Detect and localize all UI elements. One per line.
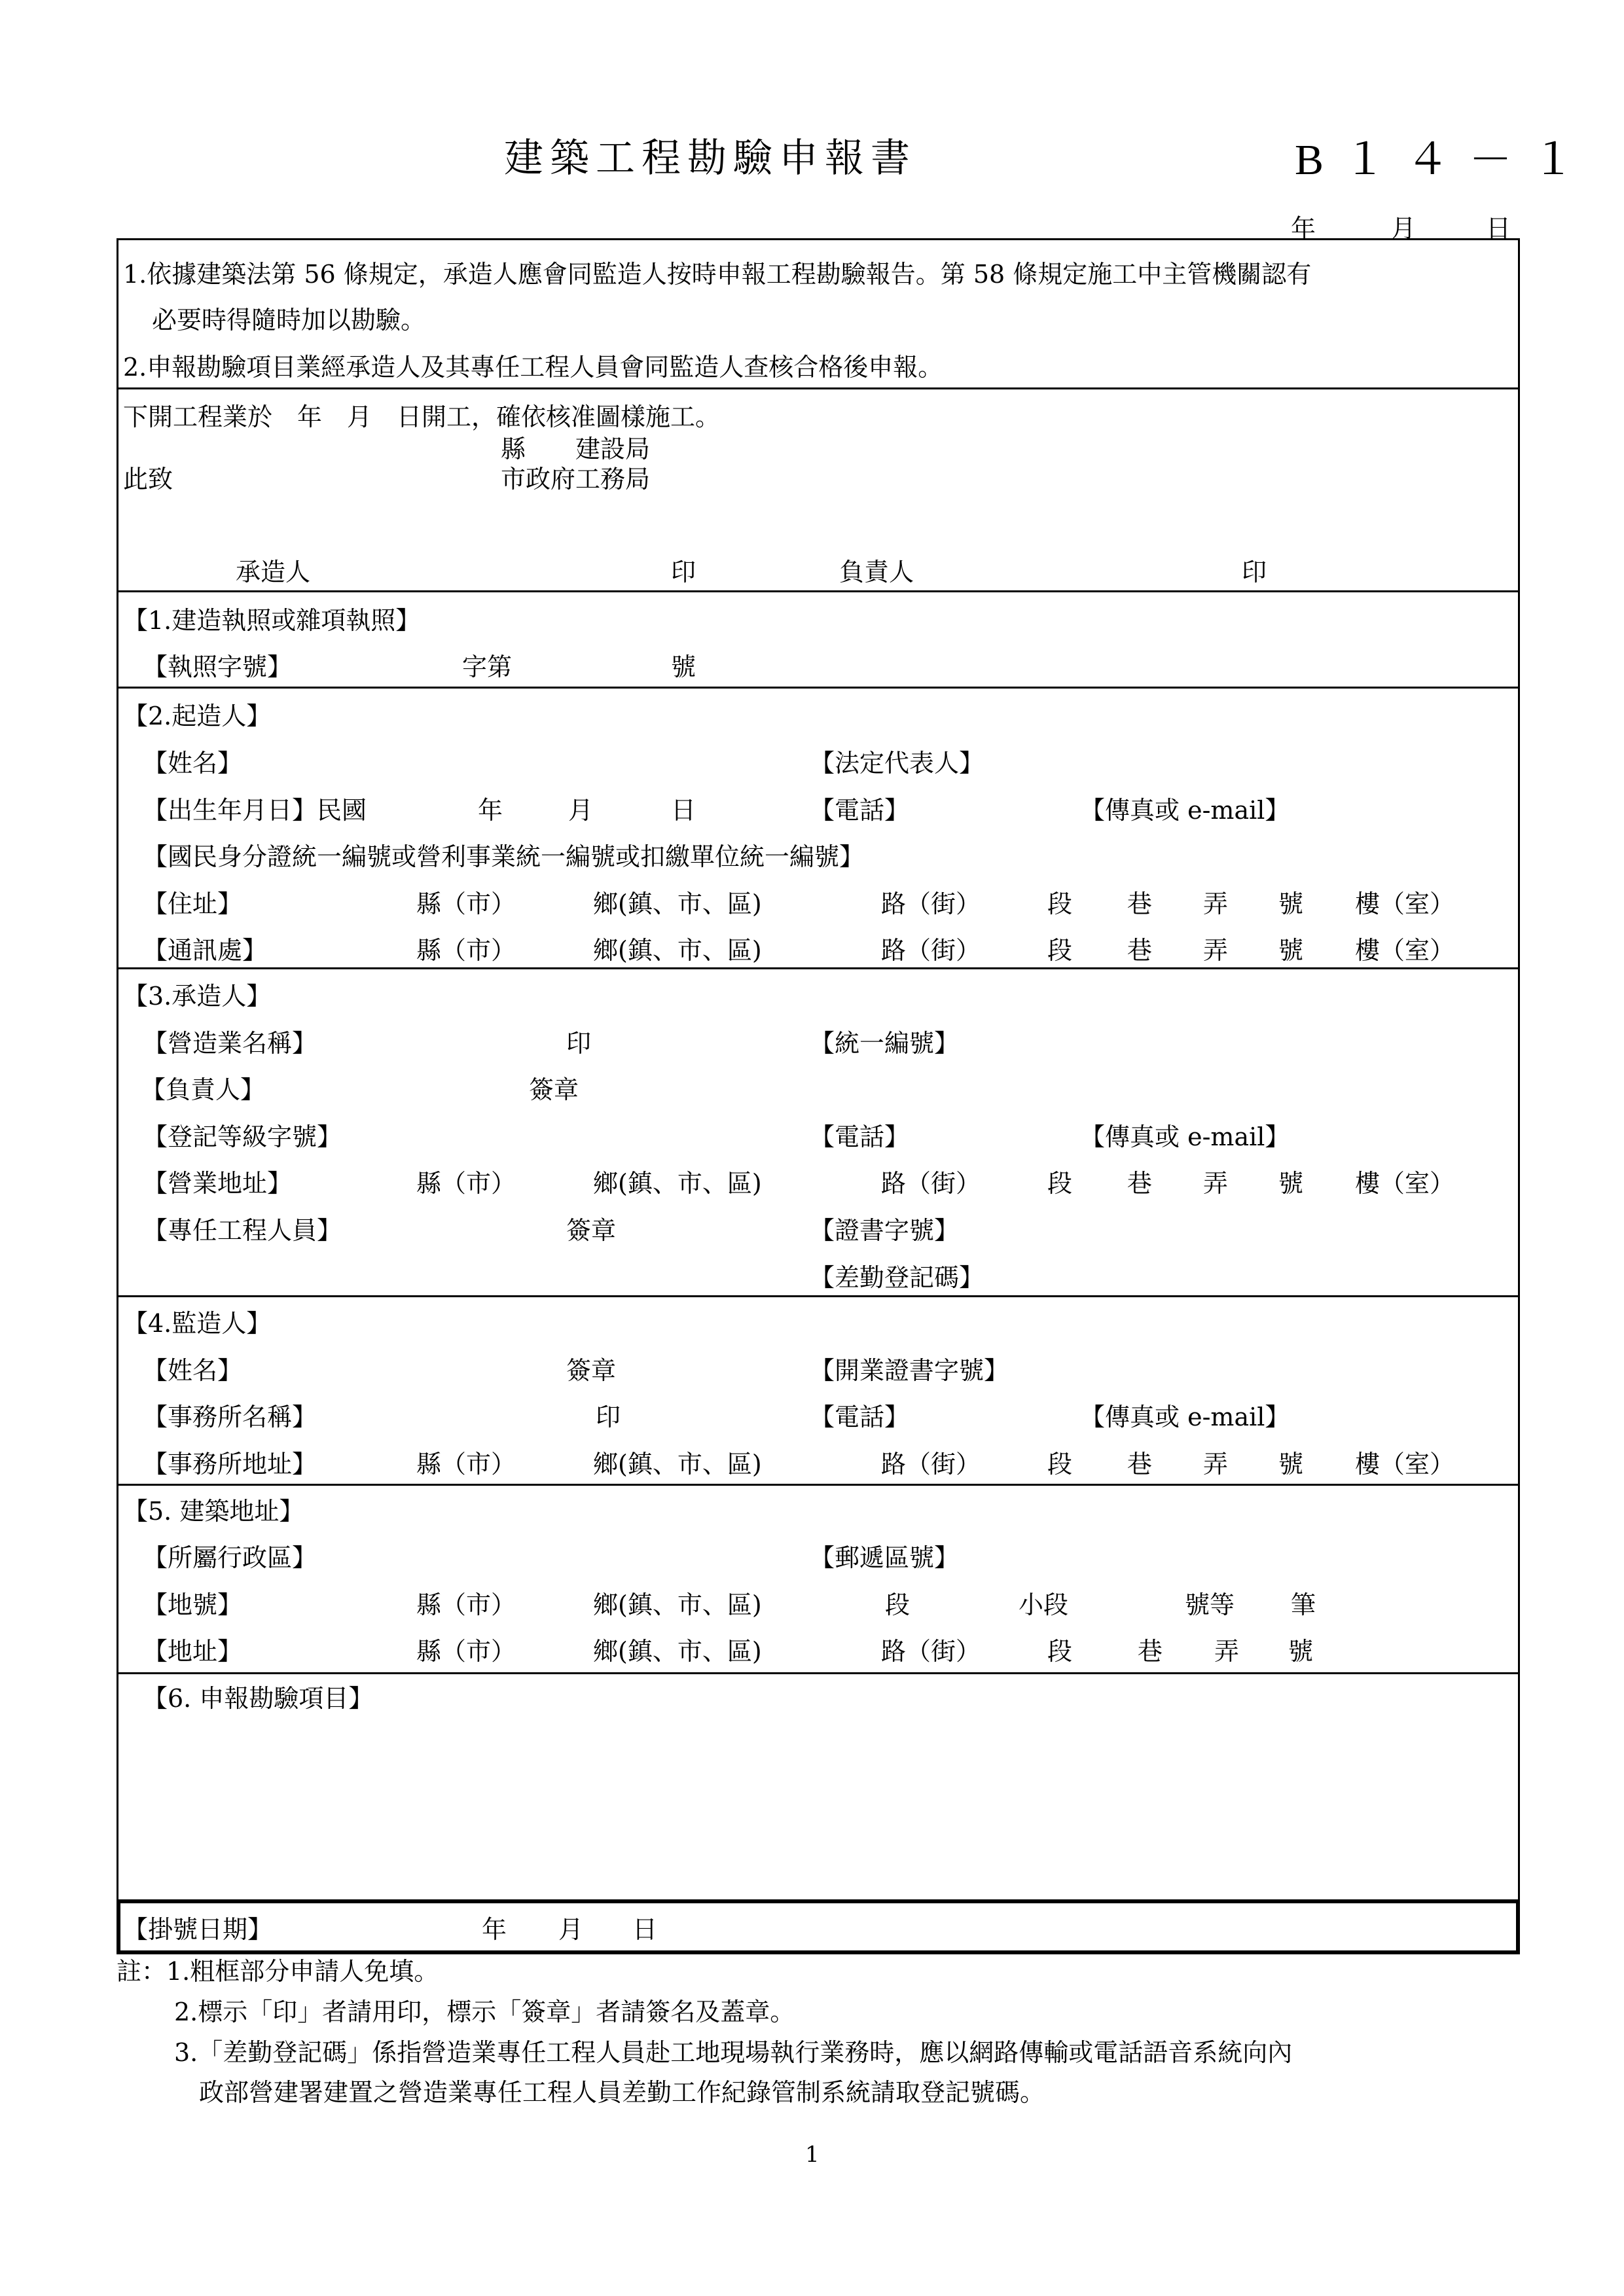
office-seal: 印: [596, 1403, 621, 1431]
page-number: 1: [805, 2142, 820, 2168]
addr-lane: 巷: [1127, 936, 1153, 965]
legal-rep-label: 【法定代表人】: [810, 749, 984, 778]
addr-township: 鄉(鎮、市、區): [593, 889, 762, 918]
land-lot-label: 【地號】: [143, 1590, 243, 1619]
company-responsible-sign: 簽章: [529, 1075, 579, 1104]
notice-line-1: 1.依據建築法第 56 條規定，承造人應會同監造人按時申報工程勘驗報告。第 58 條規定施工中主管機關認有: [123, 260, 1312, 289]
section-1-title: 【1.建造執照或雜項執照】: [123, 606, 421, 635]
certificate-number-label: 【證書字號】: [810, 1216, 960, 1245]
district-label: 【所屬行政區】: [143, 1543, 317, 1572]
note-3b: 政部營建署建置之營造業專任工程人員差勤工作紀錄管制系統請取登記號碼。: [199, 2078, 1045, 2107]
addr-road: 路（街）: [881, 1169, 981, 1198]
declaration-to: 此致: [123, 465, 173, 493]
lot-section: 段: [885, 1590, 911, 1619]
addr-road: 路（街）: [881, 1450, 981, 1479]
office-name-label: 【事務所名稱】: [143, 1403, 317, 1431]
addr-floor: 樓（室）: [1355, 1169, 1455, 1198]
register-day: 日: [632, 1915, 658, 1944]
addr-section: 段: [1047, 1169, 1073, 1198]
contractor-seal: 印: [671, 558, 696, 586]
supervisor-name-label: 【姓名】: [143, 1356, 243, 1385]
note-3: 3.「差勤登記碼」係指營造業專任工程人員赴工地現場執行業務時，應以網路傳輸或電話語音系統向內: [174, 2038, 1293, 2067]
registration-grade-label: 【登記等級字號】: [143, 1122, 342, 1151]
site-address-label: 【地址】: [143, 1637, 243, 1666]
declaration-city: 市政府工務局: [501, 465, 651, 493]
date-year-label: 年: [1291, 214, 1316, 243]
section-4-title: 【4.監造人】: [123, 1309, 272, 1338]
addr-number: 號: [1278, 1450, 1304, 1479]
addr-alley: 弄: [1203, 1450, 1229, 1479]
addr-lane: 巷: [1138, 1637, 1163, 1666]
notice-line-2: 2.申報勘驗項目業經承造人及其專任工程人員會同監造人查核合格後申報。: [123, 353, 943, 382]
register-year: 年: [482, 1915, 507, 1944]
section-2-title: 【2.起造人】: [123, 702, 272, 730]
practice-license-label: 【開業證書字號】: [810, 1356, 1009, 1385]
addr-floor: 樓（室）: [1355, 889, 1455, 918]
addr-road: 路（街）: [881, 1637, 981, 1666]
birth-year: 年: [478, 796, 503, 825]
lot-small-section: 小段: [1019, 1590, 1069, 1619]
addr-section: 段: [1047, 1450, 1073, 1479]
company-seal: 印: [566, 1029, 592, 1058]
addr-floor: 樓（室）: [1355, 936, 1455, 965]
addr-county: 縣（市）: [416, 1169, 516, 1198]
addr-county: 縣（市）: [416, 1590, 516, 1619]
section-3-title: 【3.承造人】: [123, 982, 272, 1011]
license-zi-di: 字第: [462, 653, 513, 681]
birth-month: 月: [568, 796, 594, 825]
owner-id-label: 【國民身分證統一編號或營利事業統一編號或扣繳單位統一編號】: [143, 842, 865, 871]
license-number-label: 【執照字號】: [143, 653, 293, 681]
attendance-code-label: 【差勤登記碼】: [810, 1263, 984, 1292]
divider: [118, 967, 1518, 969]
addr-township: 鄉(鎮、市、區): [593, 1590, 762, 1619]
addr-number: 號: [1288, 1637, 1314, 1666]
addr-alley: 弄: [1203, 936, 1229, 965]
addr-township: 鄉(鎮、市、區): [593, 1450, 762, 1479]
declaration-line: 下開工程業於 年 月 日開工，確依核准圖樣施工。: [123, 403, 721, 431]
divider: [118, 1672, 1518, 1674]
responsible-label: 負責人: [839, 558, 914, 586]
addr-section: 段: [1047, 936, 1073, 965]
office-phone-label: 【電話】: [810, 1403, 910, 1431]
engineer-label: 【專任工程人員】: [143, 1216, 342, 1245]
addr-lane: 巷: [1127, 889, 1153, 918]
addr-county: 縣（市）: [416, 936, 516, 965]
addr-lane: 巷: [1127, 1450, 1153, 1479]
addr-alley: 弄: [1203, 1169, 1229, 1198]
business-address-label: 【營業地址】: [143, 1169, 293, 1198]
addr-road: 路（街）: [881, 936, 981, 965]
section-6-title: 【6. 申報勘驗項目】: [143, 1684, 374, 1713]
addr-alley: 弄: [1214, 1637, 1240, 1666]
register-date-label: 【掛號日期】: [123, 1915, 273, 1944]
addr-number: 號: [1278, 936, 1304, 965]
addr-section: 段: [1047, 1637, 1073, 1666]
addr-number: 號: [1278, 1169, 1304, 1198]
notice-line-1b: 必要時得隨時加以勘驗。: [152, 306, 426, 334]
supervisor-sign: 簽章: [566, 1356, 617, 1385]
date-day-label: 日: [1486, 214, 1511, 243]
addr-township: 鄉(鎮、市、區): [593, 1637, 762, 1666]
owner-mailing-label: 【通訊處】: [143, 936, 268, 965]
addr-floor: 樓（室）: [1355, 1450, 1455, 1479]
addr-county: 縣（市）: [416, 1637, 516, 1666]
company-phone-label: 【電話】: [810, 1122, 910, 1151]
addr-township: 鄉(鎮、市、區): [593, 936, 762, 965]
date-month-label: 月: [1391, 214, 1416, 243]
divider: [118, 687, 1518, 689]
company-fax-label: 【傳真或 e-mail】: [1080, 1122, 1290, 1151]
note-1: 註：1.粗框部分申請人免填。: [117, 1957, 439, 1986]
responsible-seal: 印: [1242, 558, 1267, 586]
owner-phone-label: 【電話】: [810, 796, 910, 825]
divider: [118, 1295, 1518, 1297]
engineer-sign: 簽章: [566, 1216, 617, 1245]
company-responsible-label: 【負責人】: [141, 1075, 266, 1104]
divider: [118, 590, 1518, 592]
owner-fax-label: 【傳真或 e-mail】: [1080, 796, 1290, 825]
addr-county: 縣（市）: [416, 889, 516, 918]
owner-name-label: 【姓名】: [143, 749, 243, 778]
register-date-box: [117, 1899, 1520, 1954]
license-hao: 號: [671, 653, 696, 681]
note-2: 2.標示「印」者請用印，標示「簽章」者請簽名及蓋章。: [174, 1998, 795, 2026]
addr-alley: 弄: [1203, 889, 1229, 918]
office-address-label: 【事務所地址】: [143, 1450, 317, 1479]
register-month: 月: [558, 1915, 584, 1944]
addr-lane: 巷: [1127, 1169, 1153, 1198]
addr-road: 路（街）: [881, 889, 981, 918]
addr-number: 號: [1278, 889, 1304, 918]
owner-address-label: 【住址】: [143, 889, 243, 918]
divider: [118, 1484, 1518, 1486]
addr-county: 縣（市）: [416, 1450, 516, 1479]
form-code: B１４－１: [1295, 136, 1595, 184]
page-title: 建築工程勘驗申報書: [504, 135, 916, 181]
lot-number: 號等: [1185, 1590, 1235, 1619]
birth-date-label: 【出生年月日】民國: [143, 796, 367, 825]
declaration-county: 縣 建設局: [501, 435, 651, 463]
office-fax-label: 【傳真或 e-mail】: [1080, 1403, 1290, 1431]
lot-pieces: 筆: [1291, 1590, 1316, 1619]
uniform-number-label: 【統一編號】: [810, 1029, 960, 1058]
section-5-title: 【5. 建築地址】: [123, 1497, 304, 1526]
contractor-label: 承造人: [236, 558, 311, 586]
postal-code-label: 【郵遞區號】: [810, 1543, 960, 1572]
birth-day: 日: [671, 796, 696, 825]
addr-township: 鄉(鎮、市、區): [593, 1169, 762, 1198]
divider: [118, 387, 1518, 389]
addr-section: 段: [1047, 889, 1073, 918]
company-name-label: 【營造業名稱】: [143, 1029, 317, 1058]
